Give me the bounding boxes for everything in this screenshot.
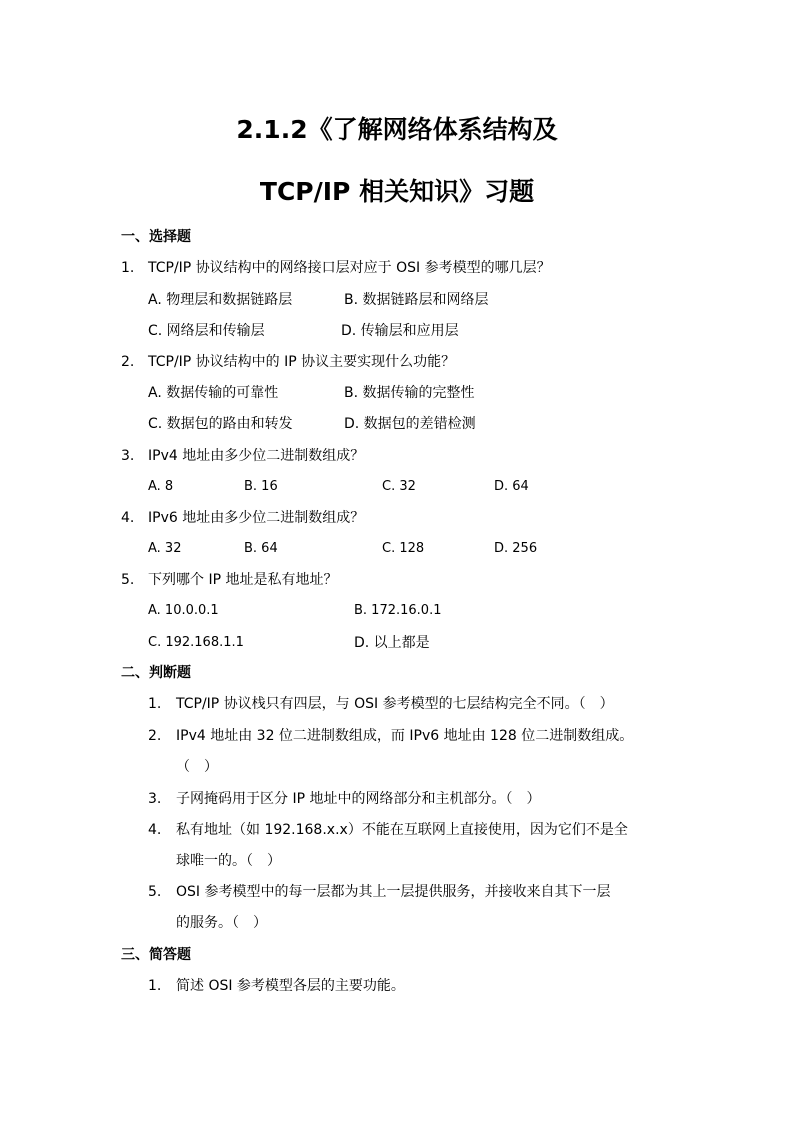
item-number: 1. xyxy=(148,978,162,994)
question-number: 5. xyxy=(121,572,135,588)
statement-text: IPv4 地址由 32 位二进制数组成，而 IPv6 地址由 128 位二进制数组成。 xyxy=(176,728,634,744)
section-heading-judgement: 二、判断题 xyxy=(121,665,191,681)
option-a: A. 10.0.0.1 xyxy=(148,603,219,618)
option-a: A. 8 xyxy=(148,479,174,494)
question-text: TCP/IP 协议结构中的网络接口层对应于 OSI 参考模型的哪几层？ xyxy=(148,260,551,276)
question-number: 2. xyxy=(121,354,135,370)
option-c: C. 网络层和传输层 xyxy=(148,323,265,339)
option-d: D. 传输层和应用层 xyxy=(341,323,459,339)
option-b: B. 172.16.0.1 xyxy=(354,603,442,618)
statement-text: 私有地址（如 192.168.x.x）不能在互联网上直接使用，因为它们不是全 xyxy=(176,822,628,838)
question-text: TCP/IP 协议结构中的 IP 协议主要实现什么功能？ xyxy=(148,354,456,370)
option-b: B. 64 xyxy=(244,541,278,556)
item-number: 3. xyxy=(148,791,162,807)
option-d: D. 以上都是 xyxy=(354,635,430,651)
statement-text: 子网掩码用于区分 IP 地址中的网络部分和主机部分。（ ） xyxy=(176,791,541,807)
option-a: A. 32 xyxy=(148,541,182,556)
option-a: A. 物理层和数据链路层 xyxy=(148,292,293,308)
question-number: 4. xyxy=(121,510,135,526)
question-text: 下列哪个 IP 地址是私有地址？ xyxy=(148,572,338,588)
item-number: 2. xyxy=(148,728,162,744)
option-b: B. 数据链路层和网络层 xyxy=(344,292,489,308)
option-d: D. 64 xyxy=(494,479,529,494)
statement-text-cont: 的服务。（ ） xyxy=(176,915,267,931)
option-c: C. 192.168.1.1 xyxy=(148,635,244,650)
short-answer-text: 简述 OSI 参考模型各层的主要功能。 xyxy=(176,978,405,994)
option-c: C. 32 xyxy=(382,479,416,494)
item-number: 4. xyxy=(148,822,162,838)
question-number: 1. xyxy=(121,260,135,276)
question-text: IPv4 地址由多少位二进制数组成？ xyxy=(148,448,365,464)
option-c: C. 数据包的路由和转发 xyxy=(148,416,293,432)
section-heading-short-answer: 三、简答题 xyxy=(121,947,191,963)
item-number: 1. xyxy=(148,696,162,712)
statement-text-cont: 球唯一的。（ ） xyxy=(176,853,281,869)
option-b: B. 数据传输的完整性 xyxy=(344,385,475,401)
page-title-line-1: 2.1.2《了解网络体系结构及 xyxy=(236,115,558,144)
statement-text: OSI 参考模型中的每一层都为其上一层提供服务，并接收来自其下一层 xyxy=(176,884,611,900)
section-heading-choice: 一、选择题 xyxy=(121,229,191,245)
statement-text-cont: （ ） xyxy=(176,759,218,775)
question-text: IPv6 地址由多少位二进制数组成？ xyxy=(148,510,365,526)
statement-text: TCP/IP 协议栈只有四层，与 OSI 参考模型的七层结构完全不同。（ ） xyxy=(176,696,614,712)
option-b: B. 16 xyxy=(244,479,278,494)
option-d: D. 数据包的差错检测 xyxy=(344,416,476,432)
page-title-line-2: TCP/IP 相关知识》习题 xyxy=(259,177,535,206)
option-d: D. 256 xyxy=(494,541,538,556)
item-number: 5. xyxy=(148,884,162,900)
question-number: 3. xyxy=(121,448,135,464)
option-a: A. 数据传输的可靠性 xyxy=(148,385,279,401)
option-c: C. 128 xyxy=(382,541,425,556)
